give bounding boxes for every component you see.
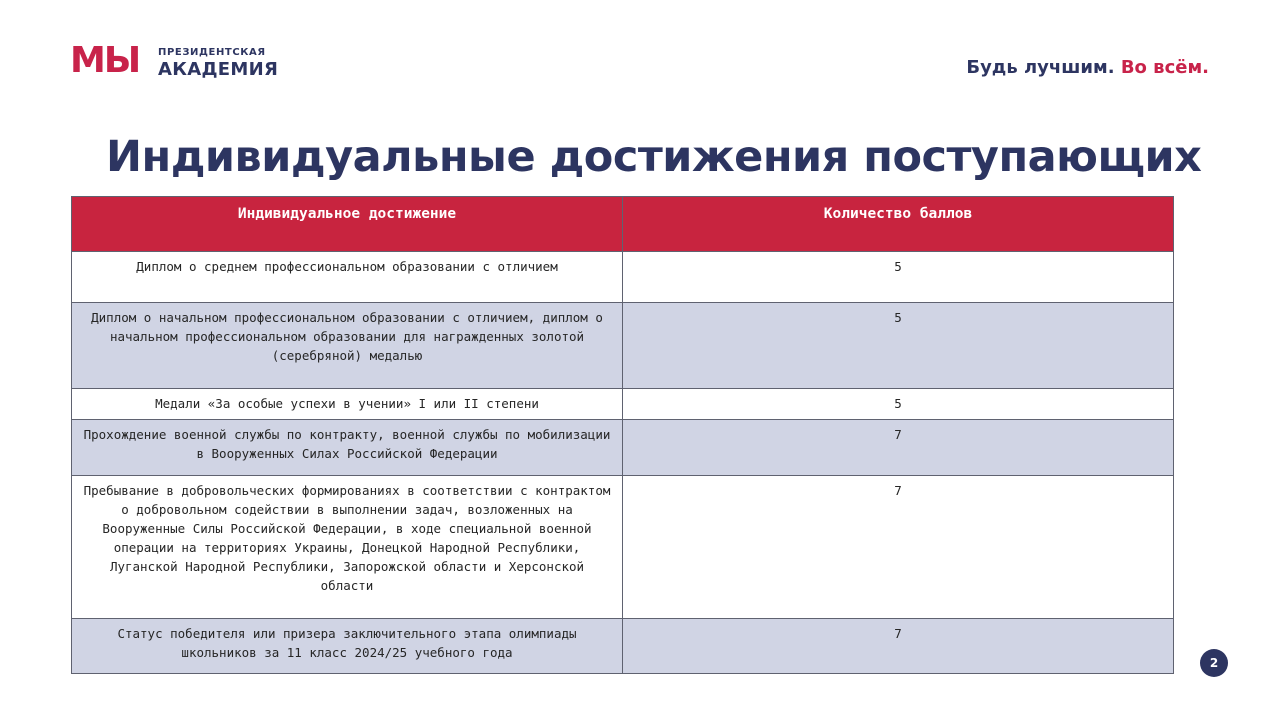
achievements-table xyxy=(71,196,1174,674)
points-cell: 5 xyxy=(623,389,1174,420)
page-number-badge: 2 xyxy=(1200,649,1228,677)
achievement-cell: Диплом о среднем профессиональном образовании с отличием xyxy=(72,252,623,303)
slogan-part2: Во всём. xyxy=(1120,57,1209,78)
table-row xyxy=(72,252,1174,303)
slogan-part1: Будь лучшим. xyxy=(966,57,1115,78)
achievement-cell: Статус победителя или призера заключительного этапа олимпиады школьников за 11 класс 2024/25 учебного года xyxy=(72,619,623,674)
table-header-row xyxy=(72,197,1174,252)
points-cell: 7 xyxy=(623,476,1174,619)
achievement-cell: Прохождение военной службы по контракту, военной службы по мобилизации в Вооруженных Силах Российской Федерации xyxy=(72,420,623,476)
slogan xyxy=(966,57,1209,78)
header-points: Количество баллов xyxy=(623,197,1174,252)
points-cell: 7 xyxy=(623,420,1174,476)
achievement-cell: Диплом о начальном профессиональном образовании с отличием, диплом о начальном профессиональном образовании для награжденных золотой (серебряной) медалью xyxy=(72,303,623,389)
logo-mark: МЫ xyxy=(70,40,140,81)
logo-line1: ПРЕЗИДЕНТСКАЯ xyxy=(158,47,266,58)
points-cell: 5 xyxy=(623,252,1174,303)
table-row xyxy=(72,619,1174,674)
logo-line2: АКАДЕМИЯ xyxy=(158,59,279,80)
points-cell: 7 xyxy=(623,619,1174,674)
table-row xyxy=(72,389,1174,420)
achievement-cell: Медали «За особые успехи в учении» I или II степени xyxy=(72,389,623,420)
page-title: Индивидуальные достижения поступающих xyxy=(106,132,1202,182)
achievement-cell: Пребывание в добровольческих формированиях в соответствии с контрактом о добровольном содействии в выполнении задач, возложенных на Вооруженные Силы Российской Федерации, в ходе специальной военной операции на территориях Украины, Донецкой Народной Республики, Луганской Народной Республики, Запорожской области и Херсонской области xyxy=(72,476,623,619)
table-row xyxy=(72,420,1174,476)
table-row xyxy=(72,303,1174,389)
table-row xyxy=(72,476,1174,619)
points-cell: 5 xyxy=(623,303,1174,389)
header-achievement: Индивидуальное достижение xyxy=(72,197,623,252)
